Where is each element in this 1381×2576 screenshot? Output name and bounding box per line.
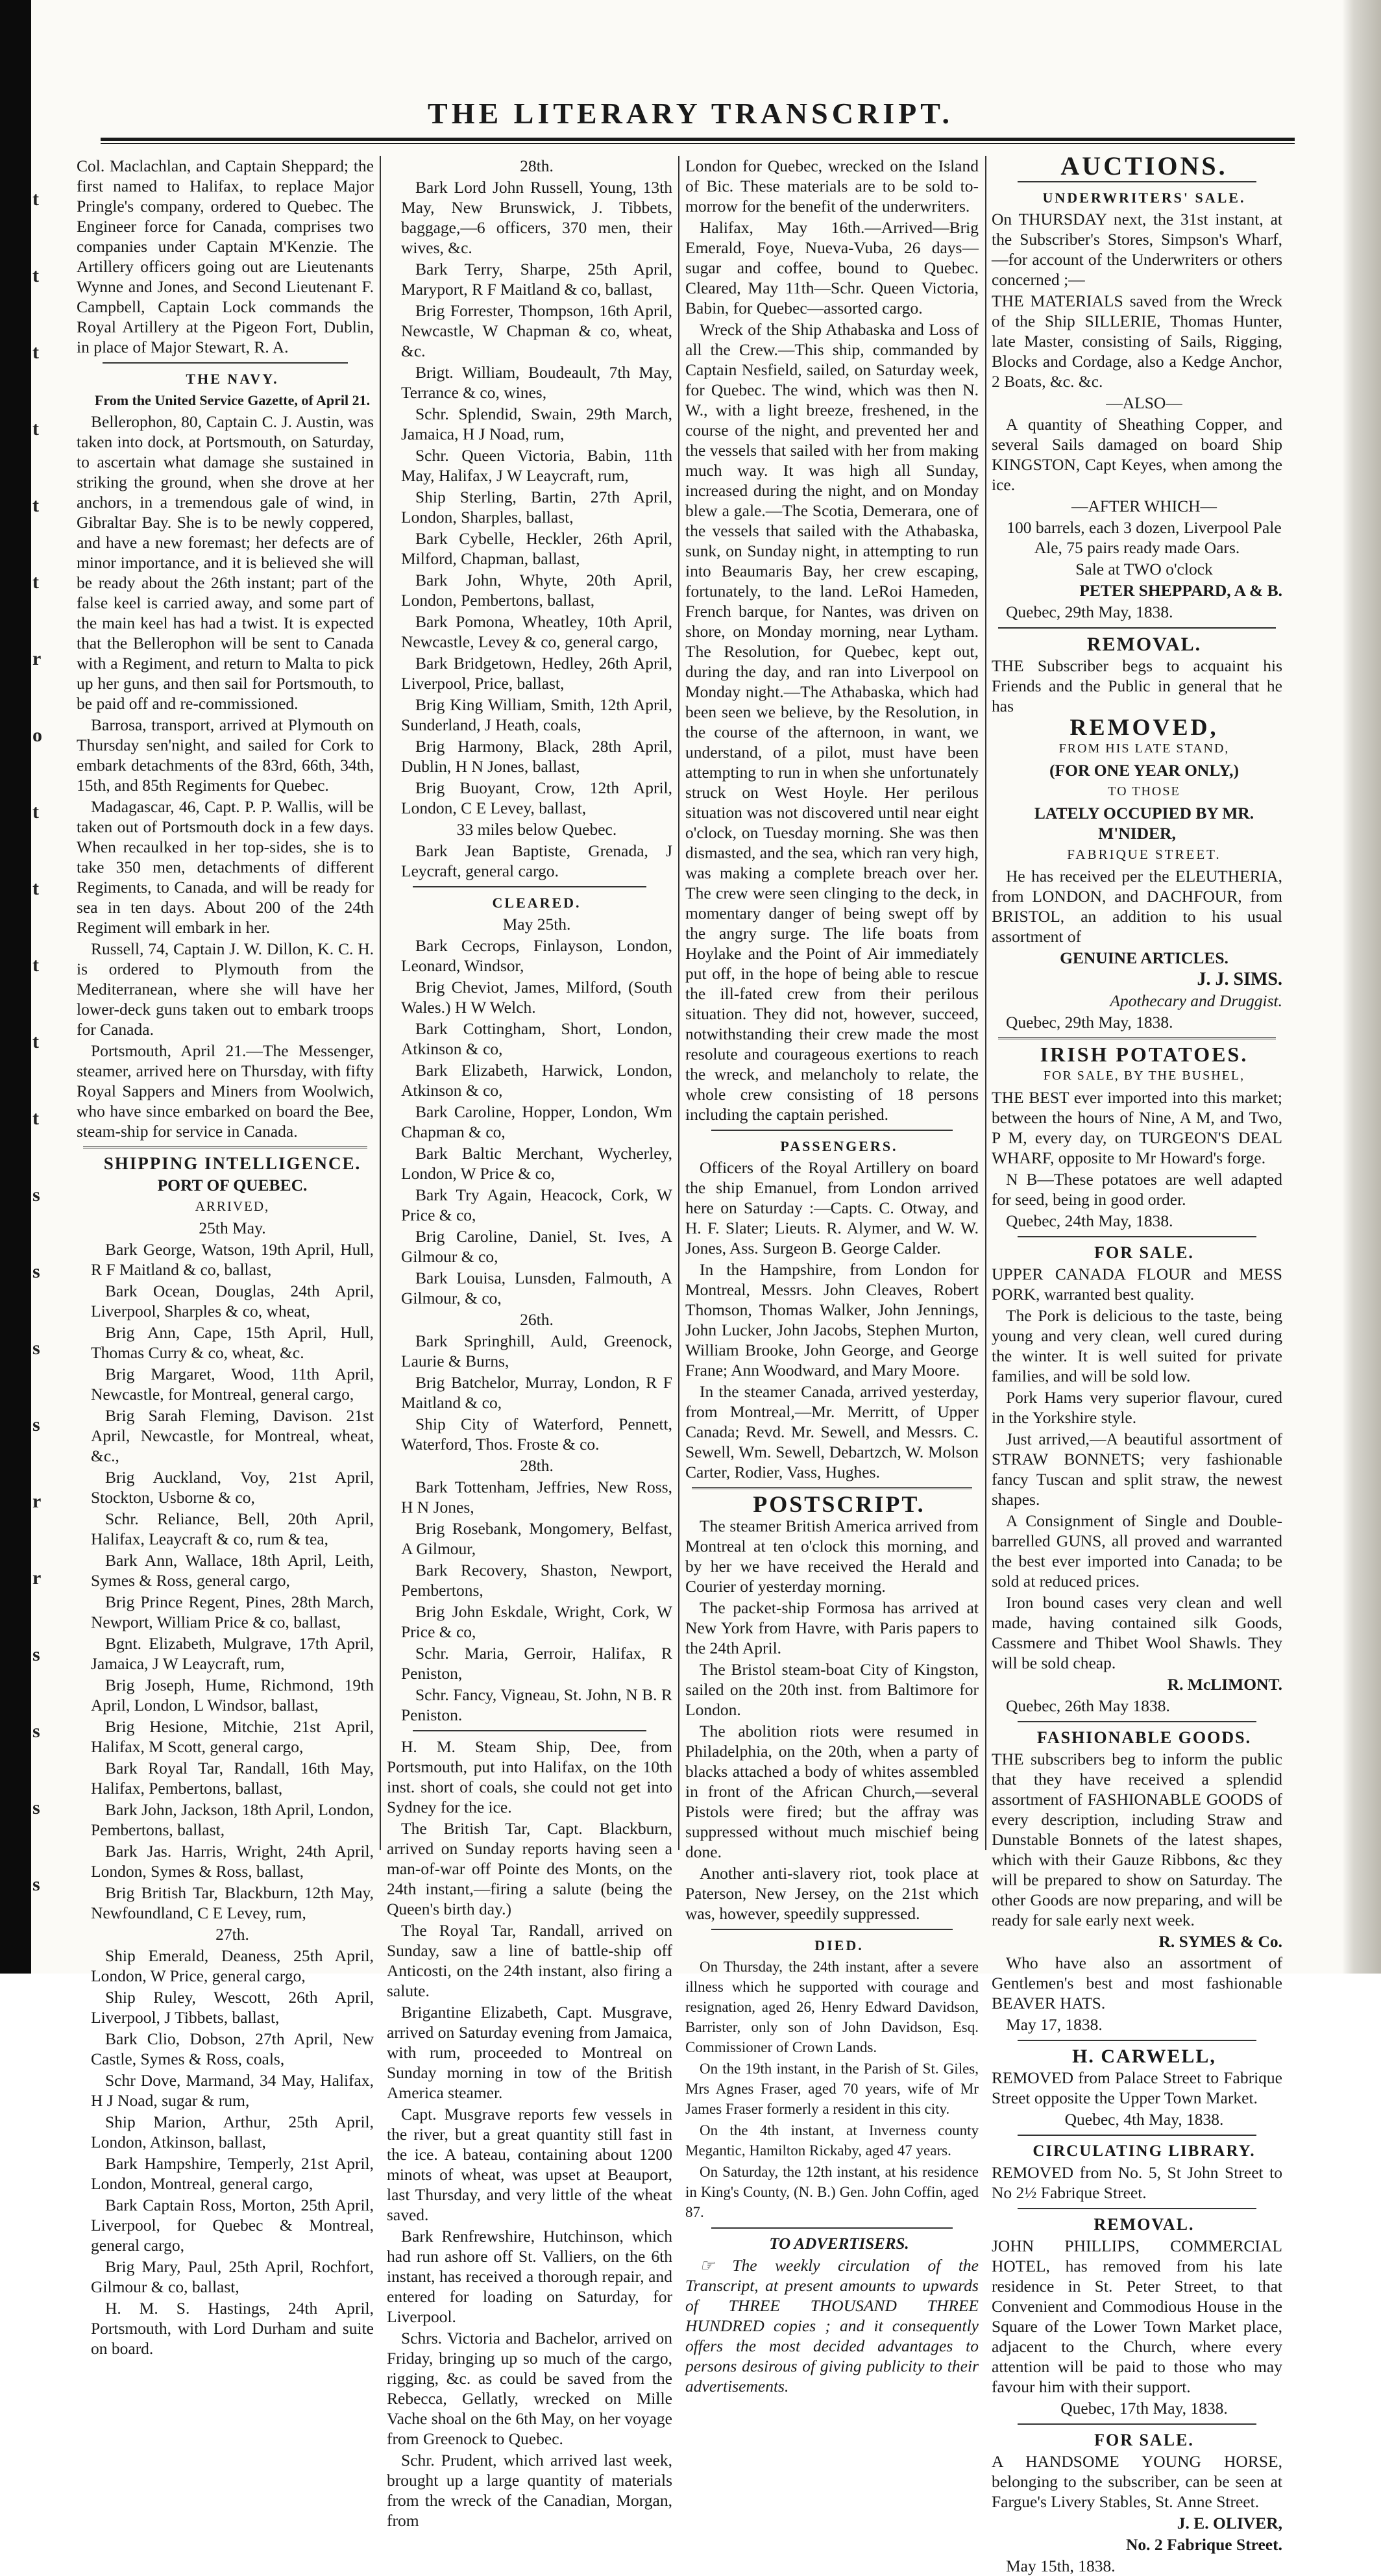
list-item: Bark Jas. Harris, Wright, 24th April, London, Symes & Ross, ballast, <box>91 1842 374 1881</box>
divider <box>1018 2135 1256 2136</box>
bleed-letter: s <box>32 1797 40 1818</box>
ad-text: Who have also an assortment of Gentlemen's best and most fashionable BEAVER HATS. <box>992 1953 1282 2012</box>
ad-text: GENUINE ARTICLES. <box>1060 948 1228 967</box>
list-item: Brig Hesione, Mitchie, 21st April, Halifax, M Scott, general cargo, <box>91 1717 374 1756</box>
list-item: Bark Hampshire, Temperly, 21st April, London, Montreal, general cargo, <box>91 2154 374 2193</box>
list-item: Bark George, Watson, 19th April, Hull, R F Maitland & co, ballast, <box>91 1240 374 1279</box>
bleed-letter: s <box>32 1184 40 1206</box>
arrived-list <box>77 1239 374 1923</box>
news-paragraph: Brigantine Elizabeth, Capt. Musgrave, arrived on Saturday evening from Jamaica, with rum, proceeded to Montreal on Sunday morning in tow of the British America steamer. <box>387 2003 672 2102</box>
divider <box>1018 2423 1256 2425</box>
bleed-letter: t <box>32 1031 39 1052</box>
column-rule <box>985 156 986 1850</box>
column-1 <box>77 156 374 2358</box>
scan-left-edge <box>0 0 31 1974</box>
bleed-letter: t <box>32 954 39 976</box>
news-paragraph: Capt. Musgrave reports few vessels in the river, but a great quantity still fast in the ice. A bateau, containing about 1200 minots of wheat, was upset at Beauport, last Thursday, and very little of the wheat saved. <box>387 2105 672 2224</box>
list-item: Bark Elizabeth, Harwick, London, Atkinson & co, <box>401 1061 672 1100</box>
ad-date: May 17, 1838. <box>1006 2015 1103 2034</box>
bleed-letter: t <box>32 495 39 516</box>
list-item: Bark Cecrops, Finlayson, London, Leonard, Windsor, <box>401 936 672 975</box>
bleed-letter: r <box>32 1567 42 1589</box>
list-item: Schr. Queen Victoria, Babin, 11th May, Halifax, J W Leaycraft, rum, <box>401 446 672 485</box>
arrived-label: ARRIVED, <box>195 1198 270 1214</box>
news-paragraph: The British Tar, Capt. Blackburn, arrived on Sunday reports having seen a man-of-war off Pointe des Monts, on the 24th instant,—firing a salute (being the Queen's birth day.) <box>387 1819 672 1918</box>
ad-text: THE BEST ever imported into this market; between the hours of Nine, A M, and Two, P M, every day, on TURGEON'S DEAL WHARF, opposite to Mr Howard's forge. <box>992 1088 1282 1167</box>
list-item: Brig Harmony, Black, 28th April, Dublin, H N Jones, ballast, <box>401 737 672 776</box>
list-item: Ship City of Waterford, Pennett, Waterford, Thos. Froste & co. <box>401 1415 672 1454</box>
navy-paragraph: Bellerophon, 80, Captain C. J. Austin, was taken into dock, at Portsmouth, on Saturday, to ascertain what damage she sustained in striking the ground, when she drove at her anchors, in a tremendous gale of wind, in Gibraltar Bay. She is to be newly coppered, and have a new foremast; her defects are of minor importance, and it is believed she will be ready about the 26th instant; part of the false keel is carried away, and some part of the main keel has had a twist. It is expected that the Bellerophon will be sent to Canada with a Regiment, and return to Malta to pick up her guns, and then sail for Portsmouth, to be paid off and re-commissioned. <box>77 412 374 713</box>
list-item: Bark Cottingham, Short, London, Atkinson & co, <box>401 1019 672 1058</box>
divider <box>692 1487 972 1489</box>
ad-text: THE subscribers beg to inform the public that they have received a splendid assortment of FASHIONABLE GOODS of every description, including Straw and Dunstable Bonnets of the latest shapes, which with their Gauze Ribbons, &c they will be prepared to show on Saturday. The other Goods are now preparing, and will be ready for sale early next week. <box>992 1750 1282 1929</box>
library-heading: CIRCULATING LIBRARY. <box>1033 2142 1256 2160</box>
ad-text: 100 barrels, each 3 dozen, Liverpool Pale Ale, 75 pairs ready made Oars. <box>1007 518 1282 557</box>
ad-text: —AFTER WHICH— <box>1071 497 1217 515</box>
bleed-letter: t <box>32 418 39 440</box>
wreck-paragraph: Wreck of the Ship Athabaska and Loss of all the Crew.—This ship, commanded by Captain Nesfield, sailed, on Saturday week, for Quebec. The wind, which was then N. W., with a light breeze, freshened, in the course of the night, and prevented her and the vessels that sailed with her from making much way. It was high all Sunday, increased during the night, and on Monday blew a gale.—The Scotia, Demerara, one of the vessels that sailed with the Athabaska, sunk, on Sunday night, in attempting to run into Beaumaris Bay, her crew escaping, fortunately, to the land. LeRoi Hameden, French barque, for Nantes, was driven on shore, on Monday morning, near Lytham. The Resolution, for Quebec, kept out, during the day, and ran into Liverpool on Monday night.—The Athabaska, which had been seen we believe, by the Resolution, in the course of the afternoon, in want, we understand, of a pilot, must have been attempting to run in when she unfortunately struck on West Hoyle. Her perilous situation was not discovered until near eight o'clock, on Tuesday morning. She was then dismasted, and the sea, which ran very high, was making a complete breach over her. The crew were seen clinging to the deck, in momentary danger of being swept off by the angry surge. The life boats from Hoylake and the Point of Air immediately put off, in the hope of being able to rescue the ill-fated crew from their perilous situation. They did not, however, succeed, notwithstanding their crew made the most resolute and courageous exertions to reach the wreck, and melancholy to relate, the whole crew consisting of 18 persons including the captain perished. <box>685 320 979 1124</box>
postscript-paragraph: The packet-ship Formosa has arrived at New York from Havre, with Paris papers to the 24th April. <box>685 1598 979 1657</box>
postscript-paragraph: The abolition riots were resumed in Philadelphia, on the 20th, when a party of blacks attached a body of whites assembled in front of the African Church,—several Pistols were fired; but the affray was suppressed without much mischief being done. <box>685 1722 979 1861</box>
died-heading: DIED. <box>814 1937 864 1953</box>
arrived-list-28th <box>387 177 672 818</box>
for-sale-heading: FOR SALE. <box>1094 1243 1194 1262</box>
obituary: On Saturday, the 12th instant, at his residence in King's County, (N. B.) Gen. John Coffin, aged 87. <box>685 2164 979 2220</box>
list-item: Ship Emerald, Deaness, 25th April, London, W Price, general cargo, <box>91 1946 374 1985</box>
postscript-paragraph: Another anti-slavery riot, took place at Paterson, New Jersey, on the 21st which was, however, speedily suppressed. <box>685 1864 979 1923</box>
list-item: Schr. Maria, Gerroir, Halifax, R Peniston, <box>401 1644 672 1683</box>
ad-text: —ALSO— <box>1106 393 1182 412</box>
obituary: On Thursday, the 24th instant, after a severe illness which he supported with courage and resignation, aged 26, Henry Edward Davidson, Barrister, only son of John Davidson, Esq. Commissioner of Crown Lands. <box>685 1959 979 2055</box>
navy-paragraph: Barrosa, transport, arrived at Plymouth on Thursday sen'night, and sailed for Cork to embark detachments of the 83rd, 66th, 34th, 15th, and 85th Regiments for Quebec. <box>77 715 374 795</box>
ad-signature: J. E. OLIVER, <box>1177 2514 1282 2533</box>
divider <box>998 1037 1276 1039</box>
news-paragraph: The Royal Tar, Randall, arrived on Sunday, saw a line of battle-ship off Anticosti, on the 24th instant, also firing a salute. <box>387 1921 672 2000</box>
bleed-letter: t <box>32 188 39 210</box>
ad-text: He has received per the ELEUTHERIA, from LONDON, and DACHFOUR, from BRISTOL, an addition to his usual assortment of <box>992 867 1282 946</box>
ad-text: The Pork is delicious to the taste, being young and very clean, well cured during the winter. It is well suited for private families, and will be sold low. <box>992 1306 1282 1385</box>
advertisers-heading: TO ADVERTISERS. <box>769 2235 909 2253</box>
passengers-paragraph: Officers of the Royal Artillery on board the ship Emanuel, from London arrived here on Saturday :—Capts. C. Otway, and H. F. Slater; Lieuts. R. Alymer, and W. W. Jones, Ass. Surgeon B. George Calder. <box>685 1158 979 1257</box>
masthead-rule-thin <box>101 143 1295 144</box>
bleed-letter: s <box>32 1337 40 1359</box>
ad-signature: R. McLIMONT. <box>1167 1675 1282 1694</box>
obituary: On the 4th instant, at Inverness county Megantic, Hamilton Rickaby, aged 47 years. <box>685 2122 979 2159</box>
bleed-letter: t <box>32 1108 39 1129</box>
military-paragraph: Col. Maclachlan, and Captain Sheppard; the first named to Halifax, to replace Major Pringle's company, ordered to Quebec. The Engineer force for Canada, comprises two companies under Captain M'Kenzie. The Artillery officers going out are Lieutenants Wynne and Jones, and Second Lieutenant F. Campbell, Captain Lock commands the Royal Artillery at the Pigeon Fort, Dublin, in place of Major Stewart, R. A. <box>77 156 374 356</box>
ad-text: Pork Hams very superior flavour, cured in the Yorkshire style. <box>992 1388 1282 1427</box>
list-item: Brig John Eskdale, Wright, Cork, W Price & co, <box>401 1602 672 1641</box>
list-item: Bark John, Jackson, 18th April, London, Pembertons, ballast, <box>91 1800 374 1839</box>
ad-text: UPPER CANADA FLOUR and MESS PORK, warranted best quality. <box>992 1265 1282 1304</box>
divider <box>413 886 646 887</box>
removed-heading: REMOVED, <box>1069 714 1219 740</box>
ad-text: A Consignment of Single and Double-barrelled GUNS, all proved and warranted the best ever imported into Canada; to be sold at reduced prices. <box>992 1511 1282 1591</box>
passengers-heading: PASSENGERS. <box>780 1138 898 1154</box>
list-item: Bark Terry, Sharpe, 25th April, Maryport, R F Maitland & co, ballast, <box>401 260 672 299</box>
bleed-letter: r <box>32 1491 42 1512</box>
list-item: Bark Louisa, Lunsden, Falmouth, A Gilmour, & co, <box>401 1269 672 1307</box>
divider <box>103 362 348 364</box>
ad-text: Just arrived,—A beautiful assortment of STRAW BONNETS; very fashionable fancy Tuscan and split straw, the newest shapes. <box>992 1430 1282 1509</box>
list-item: Brig Margaret, Wood, 11th April, Newcastle, for Montreal, general cargo, <box>91 1365 374 1404</box>
advertisers-notice: ☞ The weekly circulation of the Transcript, at present amounts to upwards of THREE THOUSAND THREE HUNDRED copies ; and it consequently offers the most decided advantages to persons desirous of giving publicity to their advertisements. <box>685 2256 979 2396</box>
divider <box>413 1730 646 1731</box>
postscript-paragraph: The steamer British America arrived from Montreal at ten o'clock this morning, and by her we have received the Herald and Courier of yesterday morning. <box>685 1517 979 1596</box>
ad-date: Quebec, 29th May, 1838. <box>1006 1013 1173 1032</box>
news-paragraph: Schrs. Victoria and Bachelor, arrived on Friday, bringing up so much of the cargo, rigging, &c. as could be saved from the Rebecca, Gellatly, wrecked on Mille Vache shoal on the 6th May, on her voyage from Greenock to Quebec. <box>387 2329 672 2448</box>
ad-signature: Apothecary and Druggist. <box>1110 991 1282 1010</box>
scan-right-edge <box>1342 0 1381 1974</box>
list-item: Bark Pomona, Wheatley, 10th April, Newcastle, Levey & co, general cargo, <box>401 612 672 651</box>
ad-date: Quebec, 24th May, 1838. <box>1006 1211 1173 1230</box>
removal-heading: REMOVAL. <box>1094 2215 1195 2234</box>
bleed-letter: r <box>32 648 42 669</box>
list-item: Brig Prince Regent, Pines, 28th March, Newport, William Price & co, ballast, <box>91 1592 374 1631</box>
news-paragraph: Bark Renfrewshire, Hutchinson, which had run ashore off St. Valliers, on the 6th instant, has received a thorough repair, and entered for loading on Saturday, for Liverpool. <box>387 2227 672 2326</box>
list-item: Brig Buoyant, Crow, 12th April, London, C E Levey, ballast, <box>401 778 672 817</box>
ad-text: A HANDSOME YOUNG HORSE, belonging to the subscriber, can be seen at Fargue's Livery Stables, St. Anne Street. <box>992 2452 1282 2511</box>
passengers-paragraph: In the Hampshire, from London for Montreal, Messrs. John Cleaves, Robert Thomson, Thomas Walker, John Jennings, John Lucker, John Jacobs, Stephen Murton, William Brooke, John George, and George Frane; Ann Woodward, and Mary Moore. <box>685 1260 979 1380</box>
list-item: Bark Try Again, Heacock, Cork, W Price & co, <box>401 1185 672 1224</box>
date-label: 26th. <box>520 1310 554 1329</box>
list-item: Bgnt. Elizabeth, Mulgrave, 17th April, Jamaica, J W Leaycraft, rum, <box>91 1634 374 1673</box>
list-item: Brig Auckland, Voy, 21st April, Stockton, Usborne & co, <box>91 1468 374 1507</box>
divider <box>83 1146 367 1148</box>
bleed-letter: t <box>32 341 39 363</box>
ad-date: May 15th, 1838. <box>1006 2557 1116 2575</box>
bleed-letter: t <box>32 878 39 899</box>
list-item: Brig Caroline, Daniel, St. Ives, A Gilmour & co, <box>401 1227 672 1266</box>
list-item: Bark Captain Ross, Morton, 25th April, Liverpool, for Quebec & Montreal, general cargo, <box>91 2196 374 2255</box>
list-item: Bark Ann, Wallace, 18th April, Leith, Symes & Ross, general cargo, <box>91 1551 374 1590</box>
divider <box>1018 181 1256 182</box>
underwriters-heading: UNDERWRITERS' SALE. <box>1042 190 1246 206</box>
list-item: Bark Clio, Dobson, 27th April, New Castle, Symes & Ross, coals, <box>91 2029 374 2068</box>
list-item: Brig Cheviot, James, Milford, (South Wales.) H W Welch. <box>401 978 672 1017</box>
ad-date: Quebec, 17th May, 1838. <box>1060 2399 1228 2418</box>
divider <box>998 627 1276 629</box>
list-item: Ship Ruley, Wescott, 26th April, Liverpool, J Tibbets, ballast, <box>91 1988 374 2027</box>
list-item: Brig British Tar, Blackburn, 12th May, Newfoundland, C E Levey, rum, <box>91 1883 374 1922</box>
arrived-list-27th <box>77 1946 374 2359</box>
ad-signature: PETER SHEPPARD, A & B. <box>1079 581 1282 600</box>
ad-date: Quebec, 4th May, 1838. <box>1064 2110 1224 2129</box>
list-item: Brig Sarah Fleming, Davison. 21st April, Newcastle, for Montreal, wheat, &c., <box>91 1406 374 1465</box>
ad-signature: J. J. SIMS. <box>1197 969 1282 989</box>
ad-text: (FOR ONE YEAR ONLY,) <box>1049 761 1239 780</box>
obituary: On the 19th instant, in the Parish of St. Giles, Mrs Agnes Fraser, aged 70 years, wife of Mr James Fraser formerly a resident in this city. <box>685 2061 979 2117</box>
bleed-letter: s <box>32 1874 40 1895</box>
column-2 <box>387 156 672 2530</box>
divider <box>1018 2208 1256 2209</box>
ad-text: Sale at TWO o'clock <box>1075 560 1213 578</box>
shipping-heading: SHIPPING INTELLIGENCE. <box>103 1154 361 1173</box>
list-item: Bark Ocean, Douglas, 24th April, Liverpool, Sharples & co, wheat, <box>91 1282 374 1320</box>
list-item: Bark Caroline, Hopper, London, Wm Chapman & co, <box>401 1102 672 1141</box>
list-item: Bark John, Whyte, 20th April, London, Pembertons, ballast, <box>401 571 672 610</box>
bleed-letter: t <box>32 801 39 823</box>
ad-text: THE MATERIALS saved from the Wreck of the Ship SILLERIE, Thomas Hunter, late Master, consisting of Sails, Rigging, Blocks and Cordage, also a Kedge Anchor, 2 Boats, &c. &c. <box>992 291 1282 391</box>
navy-source: From the United Service Gazette, of April 21. <box>94 392 371 408</box>
ad-text: REMOVED from Palace Street to Fabrique Street opposite the Upper Town Market. <box>992 2068 1282 2107</box>
ad-text: JOHN PHILLIPS, COMMERCIAL HOTEL, has removed from his late residence in St. Peter Street, to that Convenient and Commodious House in the Square of the Lower Town Market place, adjacent to the Church, where every attention will be paid to those who may favour him with their support. <box>992 2236 1282 2396</box>
list-item: Ship Sterling, Bartin, 27th April, London, Sharples, ballast, <box>401 488 672 526</box>
list-item: H. M. S. Hastings, 24th April, Portsmouth, with Lord Durham and suite on board. <box>91 2299 374 2358</box>
date-label: 25th May. <box>199 1219 266 1237</box>
postscript-paragraph: The Bristol steam-boat City of Kingston, sailed on the 20th inst. from Baltimore for London. <box>685 1660 979 1719</box>
masthead-title: THE LITERARY TRANSCRIPT. <box>428 97 953 130</box>
date-label: 27th. <box>215 1925 249 1944</box>
divider <box>1018 2040 1256 2041</box>
navy-paragraph: Portsmouth, April 21.—The Messenger, steamer, arrived here on Thursday, with fifty Royal Sappers and Miners from Woolwich, who have since embarked on board the Bee, steam-ship for service in Canada. <box>77 1041 374 1141</box>
navy-paragraph: Madagascar, 46, Capt. P. P. Wallis, will be taken out of Portsmouth dock in a few days. When recaulked in her top-sides, she is to take 350 men, detachments of different Regiments, to Canada, and will be ready for sea in ten days. About 200 of the 24th Regiment will embark in her. <box>77 797 374 937</box>
cleared-heading: CLEARED. <box>492 895 581 911</box>
ad-text: REMOVED from No. 5, St John Street to No 2½ Fabrique Street. <box>992 2163 1282 2202</box>
ad-text: A quantity of Sheathing Copper, and several Sails damaged on board Ship KINGSTON, Capt Keyes, when among the ice. <box>992 415 1282 494</box>
ad-text: FOR SALE, BY THE BUSHEL, <box>1043 1069 1245 1083</box>
list-item: Schr. Splendid, Swain, 29th March, Jamaica, H J Noad, rum, <box>401 404 672 443</box>
column-rule <box>380 156 381 1850</box>
list-item: Bark Recovery, Shaston, Newport, Pembertons, <box>401 1561 672 1600</box>
list-item: Schr Dove, Marmand, 34 May, Halifax, H J Noad, sugar & rum, <box>91 2071 374 2110</box>
news-paragraph: London for Quebec, wrecked on the Island of Bic. These materials are to be sold to-morrow for the benefit of the underwriters. <box>685 156 979 216</box>
note: 33 miles below Quebec. <box>456 820 617 839</box>
ad-text: LATELY OCCUPIED BY MR. M'NIDER, <box>1034 804 1254 843</box>
list-item: Bark Lord John Russell, Young, 13th May, New Brunswick, J. Tibbets, baggage,—6 officers, 370 men, their wives, &c. <box>401 178 672 257</box>
auctions-heading: AUCTIONS. <box>1060 151 1228 180</box>
bleed-letter: s <box>32 1644 40 1665</box>
news-paragraph: Halifax, May 16th.—Arrived—Brig Emerald, Foye, Nueva-Vuba, 26 days—sugar and coffee, bound to Quebec. Cleared, May 11th—Schr. Queen Victoria, Babin, for Quebec—assorted cargo. <box>685 218 979 317</box>
list-item: Brig Batchelor, Murray, London, R F Maitland & co, <box>401 1373 672 1412</box>
removal-heading: REMOVAL. <box>1086 634 1202 655</box>
news-paragraph: Schr. Prudent, which arrived last week, brought up a large quantity of materials from the wreck of the Canadian, Morgan, from <box>387 2451 672 2530</box>
masthead-rule <box>101 138 1295 141</box>
list-item: Schr. Reliance, Bell, 20th April, Halifax, Leaycraft & co, rum & tea, <box>91 1509 374 1548</box>
list-item: Bark Cybelle, Heckler, 26th April, Milford, Chapman, ballast, <box>401 529 672 568</box>
bleed-letter: s <box>32 1414 40 1435</box>
navy-heading: THE NAVY. <box>186 371 279 387</box>
fashionable-goods-heading: FASHIONABLE GOODS. <box>1036 1728 1252 1747</box>
cleared-list <box>387 935 672 1308</box>
column-3 <box>685 156 979 2396</box>
ad-signature: R. SYMES & Co. <box>1158 1932 1282 1951</box>
list-item: Bark Bridgetown, Hedley, 26th April, Liverpool, Price, ballast, <box>401 654 672 693</box>
bleed-letter: s <box>32 1261 40 1282</box>
bleed-letter: o <box>32 724 42 746</box>
adjacent-page-bleed <box>31 0 51 1974</box>
bleed-letter: s <box>32 1720 40 1742</box>
list-item: Bark Springhill, Auld, Greenock, Laurie & Burns, <box>401 1331 672 1370</box>
ad-date: Quebec, 29th May, 1838. <box>1006 602 1173 621</box>
carwell-heading: H. CARWELL, <box>1072 2046 1216 2067</box>
list-item: Bark Royal Tar, Randall, 16th May, Halifax, Pembertons, ballast, <box>91 1759 374 1798</box>
passengers-paragraph: In the steamer Canada, arrived yesterday, from Montreal,—Mr. Merritt, of Upper Canada; Revd. Mr. Sewell, and Messrs. C. Sewell, Wm. Sewell, Debartzch, W. Molson Carter, Rodier, Vass, Hughes. <box>685 1382 979 1481</box>
list-item: Brig Forrester, Thompson, 16th April, Newcastle, W Chapman & co, wheat, &c. <box>401 301 672 360</box>
list-item: Brig King William, Smith, 12th April, Sunderland, J Heath, coals, <box>401 695 672 734</box>
date-label: May 25th. <box>502 915 571 934</box>
news-paragraph: H. M. Steam Ship, Dee, from Portsmouth, put into Halifax, on the 10th inst. short of coals, she could not get into Sydney for the ice. <box>387 1737 672 1816</box>
column-rule <box>678 156 679 1850</box>
list-item: Brig Rosebank, Mongomery, Belfast, A Gilmour, <box>401 1519 672 1558</box>
for-sale-heading: FOR SALE. <box>1094 2431 1194 2449</box>
list-item: Schr. Fancy, Vigneau, St. John, N B. R Peniston. <box>401 1685 672 1724</box>
ad-signature: No. 2 Fabrique Street. <box>1125 2535 1282 2554</box>
list-item: Brigt. William, Boudeault, 7th May, Terrance & co, wines, <box>401 363 672 402</box>
list-item: Brig Ann, Cape, 15th April, Hull, Thomas Curry & co, wheat, &c. <box>91 1323 374 1362</box>
port-heading: PORT OF QUEBEC. <box>157 1176 308 1195</box>
list-item: Bark Tottenham, Jeffries, New Ross, H N Jones, <box>401 1478 672 1517</box>
list-item: Brig Joseph, Hume, Richmond, 19th April, London, L Windsor, ballast, <box>91 1676 374 1715</box>
list-item: Bark Jean Baptiste, Grenada, J Leycraft, general cargo. <box>401 841 672 880</box>
postscript-heading: POSTSCRIPT. <box>753 1491 925 1517</box>
divider <box>711 2227 953 2229</box>
ad-text: FABRIQUE STREET. <box>1067 847 1221 862</box>
navy-paragraph: Russell, 74, Captain J. W. Dillon, K. C. H. is ordered to Plymouth from the Mediterranean, where she will have her lower-deck guns taken out to embark troops for Canada. <box>77 939 374 1039</box>
divider <box>1018 1236 1256 1237</box>
divider <box>1018 1721 1256 1722</box>
ad-text: N B—These potatoes are well adapted for seed, being in good order. <box>992 1170 1282 1209</box>
ad-text: FROM HIS LATE STAND, <box>1058 741 1230 756</box>
list-item: Ship Marion, Arthur, 25th April, London, Atkinson, ballast, <box>91 2112 374 2151</box>
date-label: 28th. <box>520 156 554 175</box>
ad-text: On THURSDAY next, the 31st instant, at the Subscriber's Stores, Simpson's Wharf,—for account of the Underwriters or others concerned ;— <box>992 210 1282 289</box>
date-label: 28th. <box>520 1456 554 1475</box>
column-4 <box>992 151 1282 2575</box>
list-item: Bark Baltic Merchant, Wycherley, London, W Price & co, <box>401 1144 672 1183</box>
ad-text: Iron bound cases very clean and well made, having contained silk Goods, Cassmere and Thibet Wool Shawls. They will be sold cheap. <box>992 1593 1282 1672</box>
ad-text: THE Subscriber begs to acquaint his Friends and the Public in general that he has <box>992 656 1282 715</box>
ad-date: Quebec, 26th May 1838. <box>1006 1696 1170 1715</box>
divider <box>711 1130 953 1131</box>
ad-text: TO THOSE <box>1108 784 1180 799</box>
bleed-letter: t <box>32 571 39 593</box>
list-item: Brig Mary, Paul, 25th April, Rochfort, Gilmour & co, ballast, <box>91 2257 374 2296</box>
potatoes-heading: IRISH POTATOES. <box>1040 1043 1249 1066</box>
bleed-letter: t <box>32 265 39 286</box>
divider <box>711 1929 953 1930</box>
